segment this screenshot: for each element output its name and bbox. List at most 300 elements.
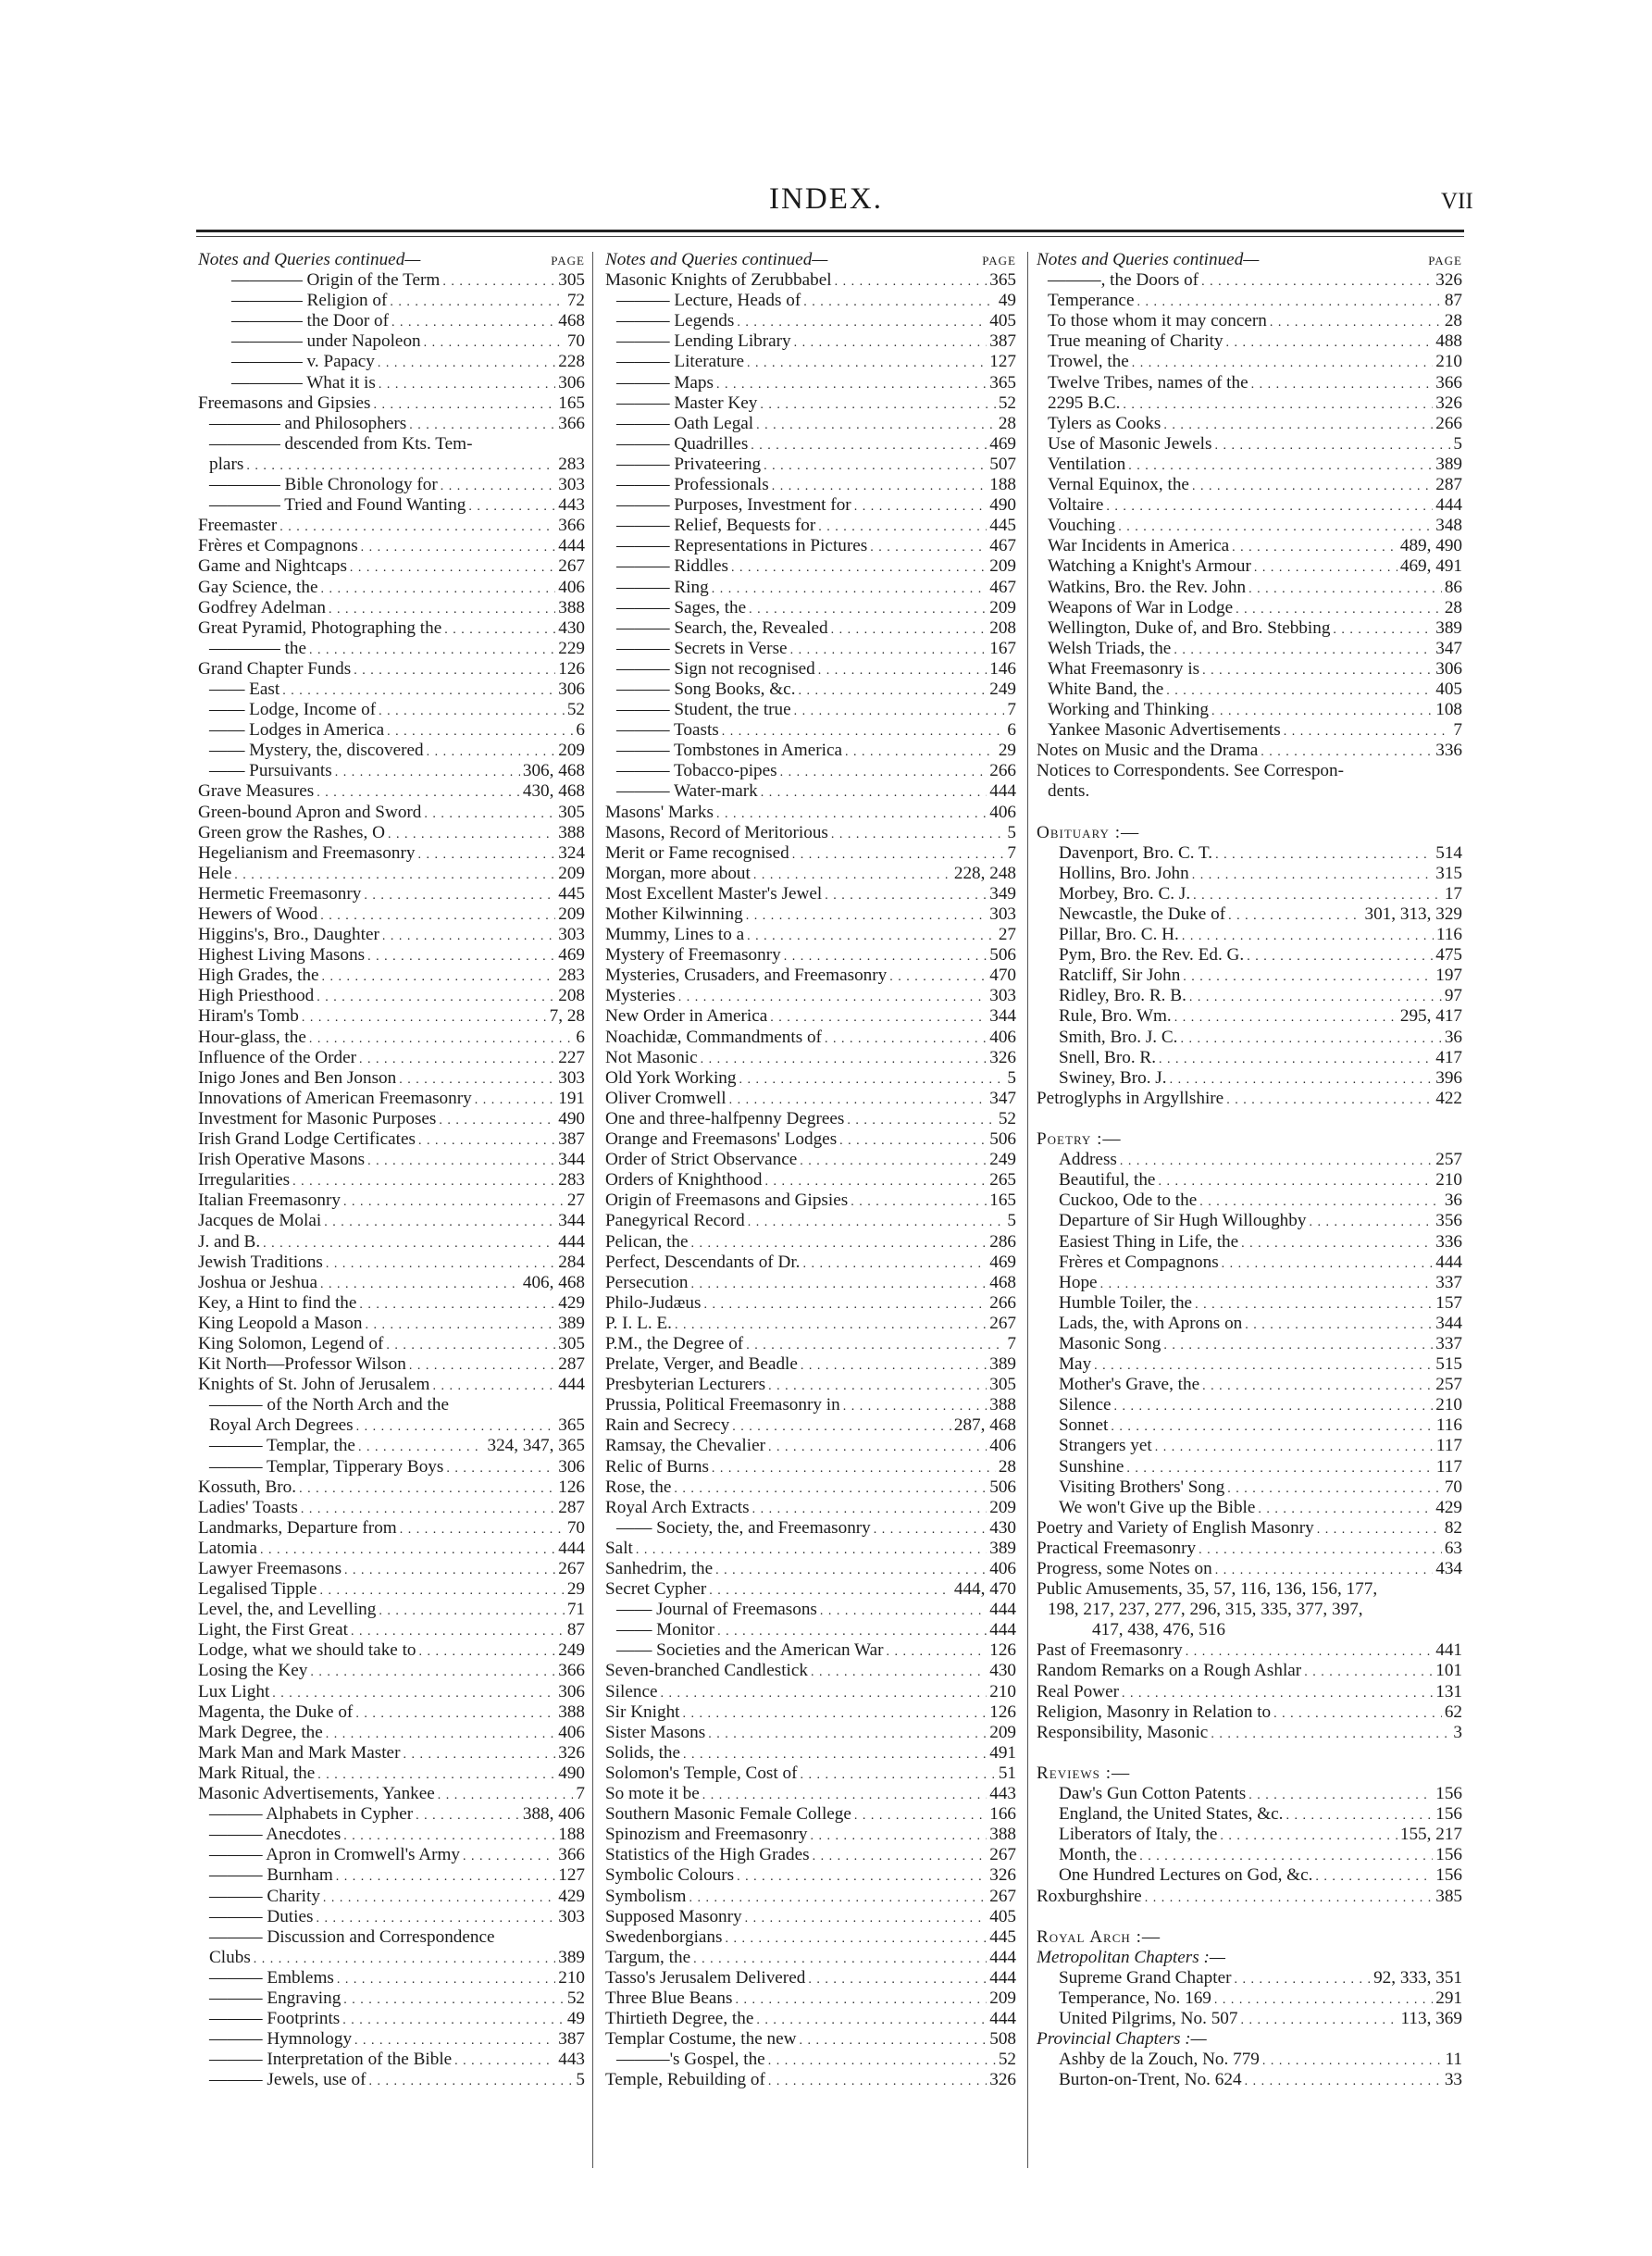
dot-leader [808,1970,987,1988]
entry-title: Freemaster [198,516,278,536]
index-entry [1037,781,1462,802]
index-entry [198,1415,585,1436]
index-entry [1037,1375,1462,1395]
entry-page: 303 [558,475,585,495]
entry-page: 387 [558,1129,585,1150]
entry-page: 5 [576,2070,585,2090]
entry-title: Old York Working [605,1067,737,1088]
dot-leader [737,1867,987,1886]
index-entry [605,659,1016,679]
index-entry [198,618,585,639]
index-entry [1037,1784,1462,1804]
entry-title: Orange and Freemasons' Lodges [605,1129,838,1150]
index-entry [198,843,585,864]
entry-title: Orders of Knighthood [605,1170,763,1190]
dot-leader [1235,1970,1372,1988]
entry-page: 209 [558,863,585,883]
entry-title: Frères et Compagnons [1059,1252,1219,1272]
entry-page: 7 [1007,700,1016,720]
entry-title: Supposed Masonry [605,1906,742,1926]
entry-page: 366 [1435,372,1462,393]
entry-page: 429 [558,1292,585,1313]
entry-title: Seven-branched Candlestick [605,1661,808,1681]
entry-title: Highest Living Masons [198,945,366,966]
entry-title: Mark Man and Mark Master [198,1742,401,1763]
entry-title: Mother Kilwinning [605,904,743,924]
dot-leader [316,1909,555,1927]
dot-leader [320,906,555,925]
entry-page: 7 [1007,842,1016,863]
index-entry [605,455,1016,475]
dot-leader [367,1152,555,1170]
entry-page: 28 [1444,597,1462,617]
entry-title: plars [209,454,244,474]
dot-leader [444,620,555,639]
dot-leader [1145,1888,1434,1907]
dot-leader [1245,1315,1433,1334]
entry-title: Petroglyphs in Argyllshire [1037,1088,1224,1108]
entry-page: 444 [558,536,585,556]
index-entry [198,1968,585,1988]
dot-leader [1195,1295,1433,1314]
entry-page: 6 [576,720,585,741]
entry-title: Vouching [1048,516,1116,536]
entry-page: 70 [566,331,585,352]
entry-page: 326 [1435,270,1462,291]
entry-title: ———, the Doors of [1048,270,1199,291]
entry-title: Address [1059,1150,1117,1170]
entry-title: ——— Engraving [209,1988,342,2008]
entry-page: 389 [1435,617,1462,638]
dot-leader [367,947,555,966]
entry-page: 266 [1435,413,1462,433]
index-entry [605,945,1016,966]
entry-page: 489, 490 [1399,536,1462,556]
entry-title: Supreme Grand Chapter [1059,1967,1232,1988]
index-entry [1037,720,1462,741]
index-entry [605,2070,1016,2090]
dot-leader [801,1356,987,1375]
entry-title: Not Masonic [605,1047,698,1067]
dot-leader [820,1602,987,1620]
dot-leader [409,1356,555,1375]
entry-title: Merit or Fame recognised [605,842,789,863]
entry-page: 444 [989,1947,1016,1967]
dot-leader [234,866,555,884]
dot-leader [390,293,564,311]
index-entry [198,1293,585,1314]
entry-title: Davenport, Bro. C. T. [1059,842,1213,863]
dot-leader [354,2031,555,2050]
dot-leader [802,1254,987,1273]
entry-page: 306 [558,372,585,393]
entry-title: Symbolism [605,1886,687,1906]
index-entry [605,1682,1016,1702]
dot-leader [1261,742,1433,761]
index-entry [1037,1273,1462,1293]
index-entry [1037,1089,1462,1109]
entry-title: 198, 217, 237, 277, 296, 315, 335, 377, 397, [1048,1600,1363,1620]
entry-page: 366 [558,1845,585,1865]
index-entry [1037,556,1462,577]
entry-title: ——— Oath Legal [616,413,754,433]
index-entry [198,331,585,352]
dot-leader [874,1520,987,1539]
index-entry [198,414,585,434]
index-entry [1037,1477,1462,1498]
entry-title: J. and B. [198,1231,261,1252]
dot-leader [468,497,555,516]
entry-page: 515 [1435,1354,1462,1375]
index-entry [605,1887,1016,1907]
entry-page: 315 [1435,863,1462,883]
index-entry [198,1600,585,1620]
entry-title: Notes on Music and the Drama [1037,741,1259,761]
dot-leader [302,1008,547,1027]
index-entry [198,1620,585,1640]
entry-title: Smith, Bro. J. C. [1059,1027,1178,1047]
index-entry [1037,1354,1462,1375]
entry-title: Month, the [1059,1845,1137,1865]
index-column-2 [605,250,1016,2090]
entry-title: Persecution [605,1272,689,1292]
entry-page: 156 [1435,1784,1462,1804]
entry-page: 389 [558,1947,585,1967]
entry-page: 349 [989,883,1016,904]
entry-page: 127 [989,352,1016,372]
index-entry [605,1109,1016,1129]
entry-title: Great Pyramid, Photographing the [198,617,442,638]
dot-leader [731,558,987,577]
entry-title: Roxburghshire [1037,1886,1142,1906]
index-entry [1037,414,1462,434]
index-entry [1037,884,1462,904]
spacer [1037,1907,1462,1927]
index-entry [605,1988,1016,2009]
entry-title: Public Amusements, 35, 57, 116, 136, 156, 177, [1037,1579,1378,1600]
entry-page: 444 [989,1620,1016,1640]
entry-title: Newcastle, the Duke of [1059,904,1226,924]
index-entry [605,1559,1016,1579]
entry-title: Ashby de la Zouch, No. 779 [1059,2050,1260,2070]
index-entry [198,1518,585,1539]
index-entry [605,1129,1016,1150]
entry-title: Temple, Rebuilding of [605,2070,765,2090]
entry-page: 7 [576,1784,585,1804]
dot-leader [801,1765,996,1784]
entry-page: 303 [558,925,585,945]
index-entry [198,741,585,761]
index-entry [198,434,585,455]
dot-leader [756,2011,987,2029]
entry-page: 117 [1435,1436,1462,1456]
entry-page: 365 [558,1415,585,1436]
dot-leader [365,1315,555,1334]
index-entry [1037,455,1462,475]
dot-leader [792,845,1005,864]
entry-title: Ridley, Bro. R. B. [1059,986,1186,1006]
dot-leader [746,1336,1004,1354]
dot-leader [1139,1847,1433,1865]
index-entry [198,1865,585,1886]
entry-page: 126 [989,1701,1016,1722]
index-entry [605,618,1016,639]
entry-page: 324, 347, 365 [487,1436,585,1456]
entry-title: Ramsay, the Chevalier [605,1436,765,1456]
entry-page: 257 [1435,1375,1462,1395]
entry-page: 191 [558,1088,585,1108]
entry-page: 287 [558,1354,585,1375]
entry-page: 344 [558,1150,585,1170]
index-entry [605,1600,1016,1620]
index-entry [605,536,1016,556]
entry-page: 127 [558,1865,585,1886]
entry-title: Easiest Thing in Life, the [1059,1231,1239,1252]
entry-page: 344 [558,1211,585,1231]
entry-title: Vernal Equinox, the [1048,475,1189,495]
dot-leader [1222,1254,1434,1273]
entry-page: 490 [558,1108,585,1128]
dot-leader [752,1500,987,1518]
dot-leader [693,1950,987,1968]
spacer [1037,1109,1462,1129]
entry-title: Liberators of Italy, the [1059,1825,1218,1845]
section-heading: Poetry :— [1037,1129,1122,1150]
dot-leader [379,1602,564,1620]
entry-title: ——— Apron in Cromwell's Army [209,1845,461,1865]
entry-title: Innovations of American Freemasonry [198,1088,472,1108]
dot-leader [1202,661,1433,679]
column-divider [1027,252,1028,2168]
entry-title: Poetry and Variety of English Masonry [1037,1517,1314,1538]
entry-title: Solids, the [605,1742,681,1763]
index-entry [1037,864,1462,884]
dot-leader [282,681,555,700]
entry-page: 249 [558,1640,585,1661]
dot-leader [1118,517,1433,536]
column-header-label: Notes and Queries continued— [605,250,828,269]
entry-page: 444 [558,1375,585,1395]
index-entry [198,1109,585,1129]
index-entry [1037,679,1462,700]
dot-leader [770,1008,987,1027]
dot-leader [660,1684,987,1702]
dot-leader [356,1417,556,1436]
entry-page: 108 [1435,700,1462,720]
dot-leader [683,1704,987,1723]
entry-title: Random Remarks on a Rough Ashlar [1037,1661,1302,1681]
dot-leader [1132,354,1433,372]
entry-page: 29 [998,741,1016,761]
entry-page: 52 [566,1988,585,2008]
entry-title: Hele [198,863,232,883]
index-entry [1037,1232,1462,1253]
index-entry [198,1354,585,1375]
dot-leader [636,1540,987,1559]
entry-page: 441 [1435,1640,1462,1661]
entry-page: 443 [558,495,585,516]
entry-title: True meaning of Charity [1048,331,1223,352]
index-entry [198,578,585,598]
dot-leader [847,1111,995,1129]
entry-title: 417, 438, 476, 516 [1092,1620,1225,1640]
entry-page: 36 [1444,1190,1462,1211]
entry-title: ——— Footprints [209,2009,341,2029]
entry-page: 49 [998,291,1016,311]
index-entry [1037,1334,1462,1354]
entry-title: Swiney, Bro. J. [1059,1067,1167,1088]
dot-leader [1192,866,1433,884]
entry-page: 444 [989,2009,1016,2029]
entry-title: Relic of Burns [605,1456,709,1477]
entry-title: Twelve Tribes, names of the [1048,372,1248,393]
index-entry [198,291,585,311]
index-entry [198,1539,585,1559]
entry-title: Oliver Cromwell [605,1088,727,1108]
entry-title: Working and Thinking [1048,700,1209,720]
index-entry [1037,1293,1462,1314]
dot-leader [1199,1540,1442,1559]
index-entry [1037,291,1462,311]
entry-title: Pelican, the [605,1231,689,1252]
dot-leader [1170,1070,1434,1089]
index-entry [198,904,585,925]
entry-page: 306, 468 [522,761,585,781]
dot-leader [1309,1213,1433,1231]
dot-leader [1201,272,1433,291]
dot-leader [263,1234,555,1253]
dot-leader [845,742,996,761]
index-entry [198,1682,585,1702]
dot-leader [463,1847,555,1865]
column-header [198,250,585,270]
entry-page: 306 [1435,658,1462,679]
dot-leader [811,1663,987,1681]
dot-leader [1214,436,1450,455]
entry-title: Practical Freemasonry [1037,1538,1197,1558]
index-entry [605,1354,1016,1375]
index-entry [605,1334,1016,1354]
index-entry [605,414,1016,434]
dot-leader [747,354,987,372]
index-entry [198,1804,585,1825]
entry-title: England, the United States, &c. [1059,1804,1284,1825]
entry-page: 389 [989,1538,1016,1558]
entry-title: Secret Cypher [605,1579,707,1600]
dot-leader [737,313,987,331]
entry-title: ——— Interpretation of the Bible [209,2050,453,2070]
index-entry [198,945,585,966]
entry-page: 406, 468 [522,1272,585,1292]
index-entry [605,1375,1016,1395]
index-entry [605,1784,1016,1804]
entry-title: Inigo Jones and Ben Jonson [198,1067,397,1088]
entry-title: Ladies' Toasts [198,1497,298,1517]
entry-title: Irish Operative Masons [198,1150,366,1170]
entry-page: 406 [989,1027,1016,1047]
entry-title: Lawyer Freemasons [198,1559,342,1578]
entry-title: Rain and Secrecy [605,1415,730,1436]
index-entry [605,1457,1016,1477]
entry-title: Responsibility, Masonic [1037,1722,1209,1742]
dot-leader [361,538,556,556]
index-entry [605,1477,1016,1498]
dot-leader [319,1581,564,1600]
entry-page: 87 [566,1620,585,1640]
dot-leader [1199,1192,1442,1211]
entry-title: Sunshine [1059,1456,1124,1477]
dot-leader [825,1029,987,1048]
index-entry [605,1089,1016,1109]
dot-leader [1236,600,1442,618]
dot-leader [368,2072,573,2090]
index-entry [605,1273,1016,1293]
entry-page: 52 [566,700,585,720]
entry-page: 287, 468 [953,1415,1016,1436]
dot-leader [764,456,987,475]
dot-leader [799,2031,987,2050]
entry-title: ——— Tombstones in America [616,741,842,761]
dot-leader [813,1847,987,1865]
entry-title: Influence of the Order [198,1047,357,1067]
entry-page: 336 [1435,741,1462,761]
entry-title: Pym, Bro. the Rev. Ed. G. [1059,945,1245,966]
entry-page: 52 [998,393,1016,413]
entry-page: 62 [1444,1701,1462,1722]
index-column-1 [198,250,585,2090]
entry-title: Burton-on-Trent, No. 624 [1059,2070,1242,2090]
entry-page: 265 [989,1170,1016,1190]
dot-leader [342,2011,565,2029]
section-heading: Obituary :— [1037,822,1140,842]
entry-page: 306 [558,1681,585,1701]
entry-title: ——— Hymnology [209,2029,353,2050]
index-entry [1037,1804,1462,1825]
page-title: INDEX. [769,182,883,216]
entry-page: 405 [1435,679,1462,699]
entry-title: Mark Degree, the [198,1722,323,1742]
entry-title: Sir Knight [605,1701,680,1722]
dot-leader [439,1111,555,1129]
entry-title: Royal Arch Extracts [605,1497,750,1517]
entry-title: ———— Tried and Found Wanting [209,495,466,516]
entry-page: 5 [1007,1067,1016,1088]
entry-page: 71 [566,1600,585,1620]
entry-page: 430 [989,1661,1016,1681]
entry-title: Visiting Brothers' Song [1059,1477,1225,1497]
index-entry [605,1825,1016,1845]
entry-page: 429 [558,1886,585,1906]
entry-page: 210 [1435,1170,1462,1190]
dot-leader [475,1091,555,1109]
entry-title: Grand Chapter Funds [198,658,352,679]
entry-page: 406 [989,1436,1016,1456]
index-entry [198,1395,585,1415]
entry-page: 146 [989,658,1016,679]
index-entry [1037,331,1462,352]
entry-page: 347 [1435,638,1462,658]
index-entry [198,966,585,986]
dot-leader [1137,293,1441,311]
entry-page: 5 [1453,433,1462,454]
entry-page: 388 [989,1395,1016,1415]
dot-leader [1159,1050,1433,1068]
entry-title: Lodge, what we should take to [198,1640,416,1661]
entry-title: ———— descended from Kts. Tem- [209,433,473,454]
dot-leader [1174,1008,1397,1027]
index-entry [198,1640,585,1661]
index-entry [1037,434,1462,455]
